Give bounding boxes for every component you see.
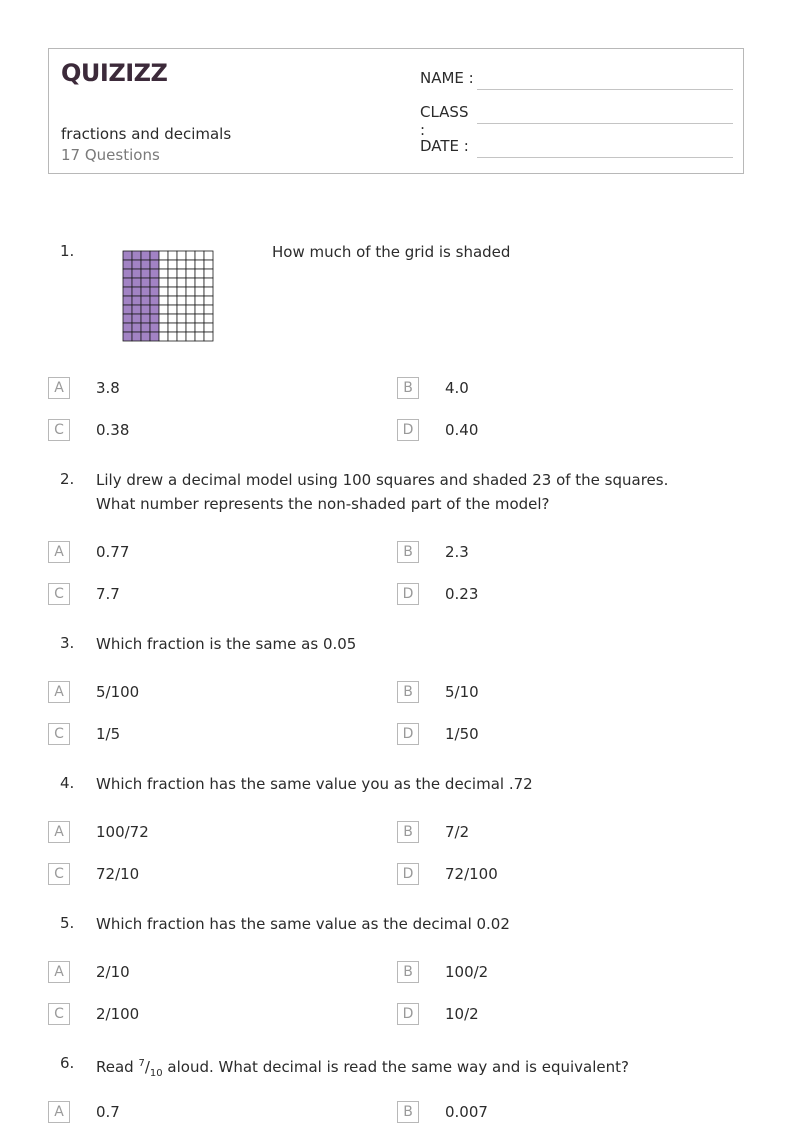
grid-cell-shaded [132, 287, 141, 296]
option-d-box[interactable]: D [397, 723, 419, 745]
option-b-box[interactable]: B [397, 681, 419, 703]
quizizz-logo: QUIZIZZ [61, 59, 168, 87]
grid-cell [168, 314, 177, 323]
grid-cell-shaded [141, 269, 150, 278]
option-d-text[interactable]: 0.40 [445, 421, 479, 439]
grid-cell-shaded [141, 287, 150, 296]
grid-cell [195, 305, 204, 314]
grid-cell-shaded [150, 332, 159, 341]
grid-cell [204, 278, 213, 287]
grid-cell-shaded [150, 278, 159, 287]
option-b-box[interactable]: B [397, 1101, 419, 1123]
grid-cell [186, 314, 195, 323]
option-d-box[interactable]: D [397, 583, 419, 605]
grid-cell-shaded [123, 332, 132, 341]
fraction-numerator: 7 [138, 1058, 145, 1069]
date-line[interactable] [477, 149, 733, 158]
grid-cell-shaded [141, 323, 150, 332]
grid-cell-shaded [141, 260, 150, 269]
grid-cell-shaded [141, 305, 150, 314]
grid-cell-shaded [123, 269, 132, 278]
option-c-box[interactable]: C [48, 1003, 70, 1025]
option-b-box[interactable]: B [397, 377, 419, 399]
option-b-text[interactable]: 100/2 [445, 963, 489, 981]
grid-cell [195, 332, 204, 341]
grid-cell-shaded [150, 260, 159, 269]
grid-cell-shaded [132, 260, 141, 269]
grid-cell-shaded [141, 314, 150, 323]
option-b-box[interactable]: B [397, 821, 419, 843]
grid-cell-shaded [123, 260, 132, 269]
grid-cell [168, 305, 177, 314]
name-line[interactable] [477, 81, 733, 90]
grid-cell [177, 332, 186, 341]
grid-cell-shaded [141, 278, 150, 287]
grid-cell [186, 251, 195, 260]
grid-cell [159, 278, 168, 287]
name-label: NAME : [420, 69, 474, 87]
option-a-text[interactable]: 0.77 [96, 543, 130, 561]
question-text: Lily drew a decimal model using 100 squares and shaded 23 of the squares. What number represents the non-shaded part of the model? [96, 471, 669, 513]
grid-cell [195, 323, 204, 332]
question-number: 1. [60, 242, 75, 260]
grid-cell [168, 296, 177, 305]
grid-cell-shaded [132, 251, 141, 260]
grid-cell-shaded [150, 296, 159, 305]
grid-cell-shaded [150, 314, 159, 323]
grid-cell [159, 314, 168, 323]
option-a-text[interactable]: 0.7 [96, 1103, 120, 1121]
grid-cell [159, 269, 168, 278]
grid-cell [177, 278, 186, 287]
option-c-text[interactable]: 2/100 [96, 1005, 140, 1023]
grid-cell [204, 314, 213, 323]
option-b-text[interactable]: 4.0 [445, 379, 469, 397]
option-b-text[interactable]: 7/2 [445, 823, 470, 841]
question-number: 6. [60, 1054, 75, 1072]
question-text: Which fraction is the same as 0.05 [96, 635, 357, 653]
option-c-box[interactable]: C [48, 723, 70, 745]
fraction-slash: / [144, 1058, 150, 1076]
class-field[interactable] [420, 103, 476, 139]
grid-cell-shaded [123, 314, 132, 323]
grid-cell-shaded [141, 296, 150, 305]
grid-cell-shaded [123, 278, 132, 287]
grid-cell-shaded [141, 332, 150, 341]
option-d-text[interactable]: 72/100 [445, 865, 498, 883]
option-a-text[interactable]: 2/10 [96, 963, 130, 981]
option-a-box[interactable]: A [48, 961, 70, 983]
option-b-box[interactable]: B [397, 541, 419, 563]
option-a-box[interactable]: A [48, 681, 70, 703]
grid-cell [195, 251, 204, 260]
grid-cell [168, 269, 177, 278]
grid-cell [204, 332, 213, 341]
grid-cell-shaded [132, 323, 141, 332]
grid-cell [159, 323, 168, 332]
grid-cell [159, 260, 168, 269]
grid-cell-shaded [132, 269, 141, 278]
option-d-box[interactable]: D [397, 1003, 419, 1025]
question-text-start: Read [96, 1058, 139, 1076]
option-d-text[interactable]: 10/2 [445, 1005, 479, 1023]
grid-cell [177, 296, 186, 305]
grid-cell [159, 332, 168, 341]
grid-cell [204, 260, 213, 269]
grid-cell [195, 287, 204, 296]
option-d-text[interactable]: 1/50 [445, 725, 479, 743]
grid-cell [186, 305, 195, 314]
grid-cell [168, 323, 177, 332]
option-d-box[interactable]: D [397, 863, 419, 885]
grid-cell-shaded [150, 287, 159, 296]
grid-cell [177, 260, 186, 269]
grid-cell [195, 269, 204, 278]
hundred-grid-image [122, 250, 216, 344]
grid-cell-shaded [132, 332, 141, 341]
grid-cell [204, 251, 213, 260]
option-c-text[interactable]: 0.38 [96, 421, 130, 439]
grid-cell-shaded [141, 251, 150, 260]
option-a-text[interactable]: 100/72 [96, 823, 149, 841]
grid-cell [186, 296, 195, 305]
grid-cell [204, 287, 213, 296]
grid-cell [159, 251, 168, 260]
grid-cell [204, 323, 213, 332]
option-c-box[interactable]: C [48, 863, 70, 885]
grid-cell-shaded [150, 305, 159, 314]
grid-cell [186, 260, 195, 269]
option-c-text[interactable]: 72/10 [96, 865, 140, 883]
class-label: CLASS : [420, 103, 469, 139]
grid-cell [186, 278, 195, 287]
option-c-box[interactable]: C [48, 419, 70, 441]
grid-cell [195, 260, 204, 269]
option-a-text[interactable]: 5/100 [96, 683, 140, 701]
grid-cell-shaded [123, 296, 132, 305]
option-a-box[interactable]: A [48, 821, 70, 843]
grid-cell [195, 296, 204, 305]
grid-cell-shaded [123, 287, 132, 296]
grid-cell [177, 314, 186, 323]
grid-cell [159, 305, 168, 314]
grid-cell [204, 305, 213, 314]
grid-cell-shaded [132, 296, 141, 305]
option-a-box[interactable]: A [48, 1101, 70, 1123]
option-a-text[interactable]: 3.8 [96, 379, 120, 397]
name-field[interactable] [420, 69, 476, 87]
grid-cell-shaded [123, 305, 132, 314]
grid-cell [168, 260, 177, 269]
grid-cell [177, 323, 186, 332]
fraction-denominator: 10 [149, 1068, 163, 1079]
grid-cell [177, 269, 186, 278]
option-c-text[interactable]: 1/5 [96, 725, 121, 743]
grid-cell [195, 278, 204, 287]
grid-cell-shaded [132, 314, 141, 323]
grid-cell [186, 287, 195, 296]
grid-cell-shaded [150, 251, 159, 260]
grid-cell [177, 305, 186, 314]
grid-cell [186, 332, 195, 341]
question-number: 3. [60, 634, 75, 652]
grid-cell [168, 332, 177, 341]
grid-cell-shaded [132, 278, 141, 287]
option-a-box[interactable]: A [48, 377, 70, 399]
grid-cell [204, 296, 213, 305]
option-a-box[interactable]: A [48, 541, 70, 563]
question-text-end: aloud. What decimal is read the same way and is equivalent? [162, 1058, 629, 1076]
question-text: Which fraction has the same value you as the decimal .72 [96, 775, 533, 793]
class-line[interactable] [477, 115, 733, 124]
option-b-text[interactable]: 2.3 [445, 543, 469, 561]
grid-cell-shaded [123, 251, 132, 260]
grid-cell [177, 287, 186, 296]
grid-cell [186, 323, 195, 332]
grid-cell-shaded [123, 323, 132, 332]
date-label: DATE : [420, 137, 469, 155]
grid-cell [168, 278, 177, 287]
option-c-box[interactable]: C [48, 583, 70, 605]
question-text [96, 1052, 716, 1086]
grid-cell [186, 269, 195, 278]
grid-cell [168, 287, 177, 296]
grid-cell [204, 269, 213, 278]
grid-cell [177, 251, 186, 260]
option-b-box[interactable]: B [397, 961, 419, 983]
option-b-text[interactable]: 0.007 [445, 1103, 488, 1121]
worksheet-title: fractions and decimals [61, 125, 232, 143]
option-b-text[interactable]: 5/10 [445, 683, 479, 701]
question-number: 5. [60, 914, 75, 932]
question-number: 2. [60, 470, 75, 488]
grid-cell-shaded [150, 269, 159, 278]
option-c-text[interactable]: 7.7 [96, 585, 120, 603]
worksheet-header [48, 48, 744, 174]
grid-cell [168, 251, 177, 260]
option-d-text[interactable]: 0.23 [445, 585, 479, 603]
date-field[interactable] [420, 137, 476, 155]
question-number: 4. [60, 774, 75, 792]
grid-cell [159, 287, 168, 296]
grid-cell-shaded [150, 323, 159, 332]
grid-cell-shaded [132, 305, 141, 314]
question-text: Which fraction has the same value as the decimal 0.02 [96, 915, 510, 933]
grid-cell [159, 296, 168, 305]
option-d-box[interactable]: D [397, 419, 419, 441]
question-text: How much of the grid is shaded [272, 243, 511, 261]
grid-cell [195, 314, 204, 323]
question-count: 17 Questions [61, 146, 160, 164]
